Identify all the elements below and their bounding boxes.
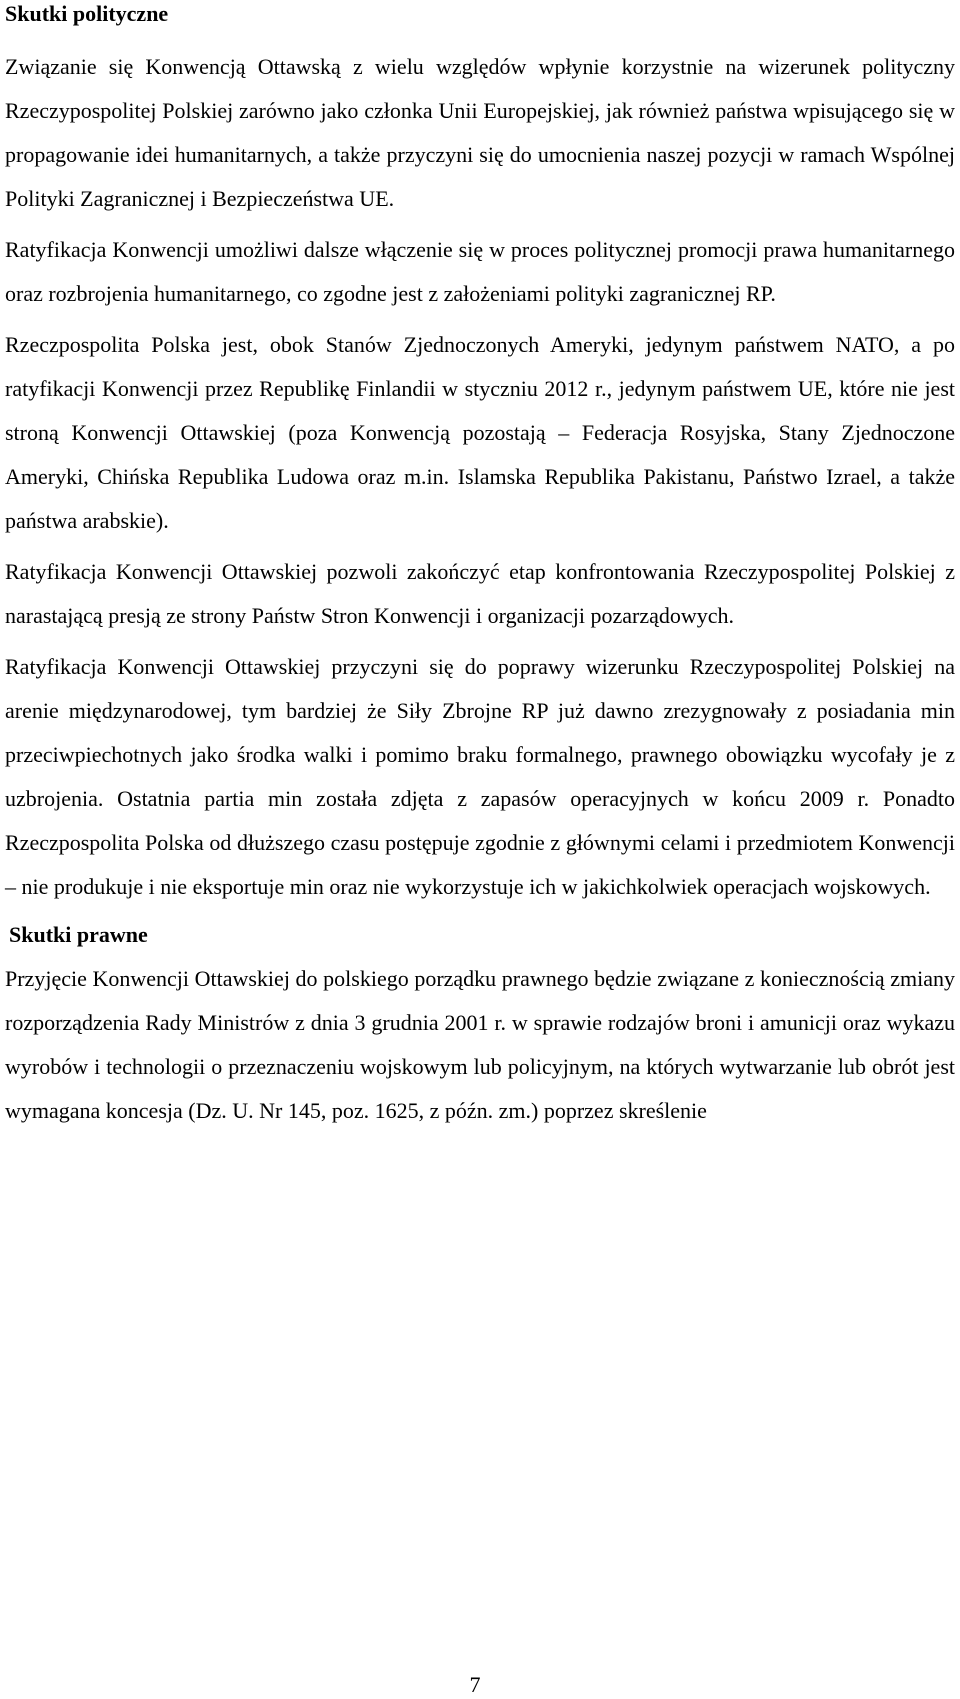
paragraph-nato-status: Rzeczpospolita Polska jest, obok Stanów Zjednoczonych Ameryki, jedynym państwem NATO, a po ratyfikacji Konwencji przez Republikę Finlandii w styczniu 2012 r., jedynym państwem UE, które nie jest stroną Konwencji Ottawskiej (poza Konwencją pozostają – Federacja Rosyjska, Stany Zjednoczone Ameryki, Chińska Republika Ludowa oraz m.in. Islamska Republika Pakistanu, Państwo Izrael, a także państwa arabskie). [5, 332, 955, 533]
document-page [5, 0, 955, 1133]
page-number: 7 [469, 1672, 481, 1697]
paragraph-humanitarian-promotion: Ratyfikacja Konwencji umożliwi dalsze włączenie się w proces politycznej promocji prawa humanitarnego oraz rozbrojenia humanitarnego, co zgodne jest z założeniami polityki zagranicznej RP. [5, 237, 955, 306]
paragraph-international-image: Ratyfikacja Konwencji Ottawskiej przyczyni się do poprawy wizerunku Rzeczypospolitej Polskiej na arenie międzynarodowej, tym bardziej że Siły Zbrojne RP już dawno zrezygnowały z posiadania min przeciwpiechotnych jako środka walki i pomimo braku formalnego, prawnego obowiązku wycofały je z uzbrojenia. Ostatnia partia min została zdjęta z zapasów operacyjnych w końcu 2009 r. Ponadto Rzeczpospolita Polska od dłuższego czasu postępuje zgodnie z głównymi celami i przedmiotem Konwencji – nie produkuje i nie eksportuje min oraz nie wykorzystuje ich w jakichkolwiek operacjach wojskowych. [5, 654, 955, 899]
paragraph-pressure: Ratyfikacja Konwencji Ottawskiej pozwoli zakończyć etap konfrontowania Rzeczypospolitej Polskiej z narastającą presją ze strony Państw Stron Konwencji i organizacji pozarządowych. [5, 559, 955, 628]
section-heading-political: Skutki polityczne [5, 1, 169, 26]
paragraph-image-benefits: Związanie się Konwencją Ottawską z wielu względów wpłynie korzystnie na wizerunek polityczny Rzeczypospolitej Polskiej zarówno jako członka Unii Europejskiej, jak również państwa wpisującego się w propagowanie idei humanitarnych, a także przyczyni się do umocnienia naszej pozycji w ramach Wspólnej Polityki Zagranicznej i Bezpieczeństwa UE. [5, 54, 955, 211]
section-heading-legal: Skutki prawne [9, 922, 148, 947]
paragraph-legal-changes: Przyjęcie Konwencji Ottawskiej do polskiego porządku prawnego będzie związane z koniecznością zmiany rozporządzenia Rady Ministrów z dnia 3 grudnia 2001 r. w sprawie rodzajów broni i amunicji oraz wykazu wyrobów i technologii o przeznaczeniu wojskowym lub policyjnym, na których wytwarzanie lub obrót jest wymagana koncesja (Dz. U. Nr 145, poz. 1625, z późn. zm.) poprzez skreślenie [5, 966, 955, 1123]
